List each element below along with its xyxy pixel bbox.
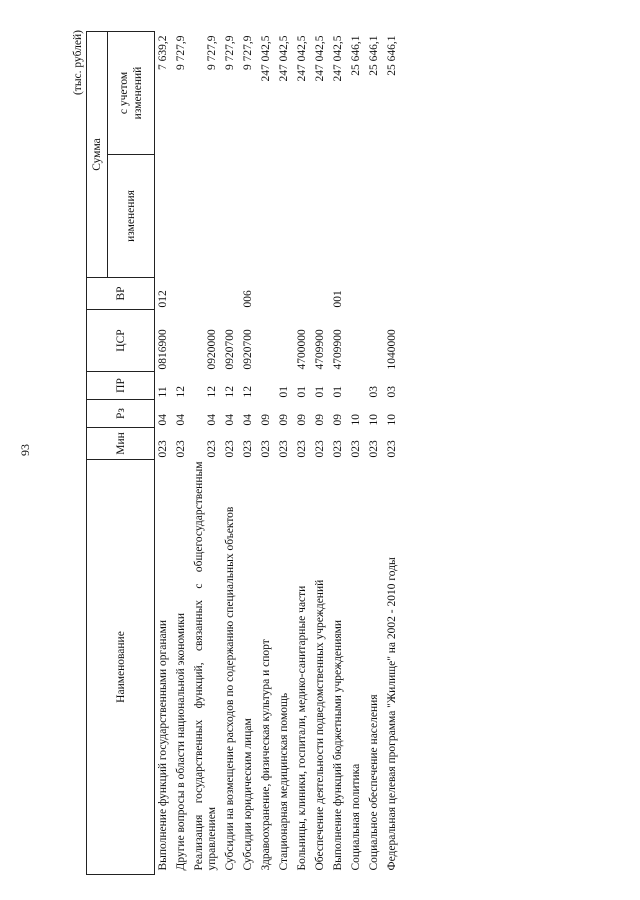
cell-change	[366, 155, 384, 278]
cell-vr	[312, 278, 330, 310]
cell-pr	[258, 372, 276, 400]
cell-total: 9 727,9	[206, 35, 218, 70]
cell-rz: 09	[278, 414, 290, 426]
cell-min: 023	[332, 440, 344, 458]
cell-min: 023	[278, 440, 290, 458]
cell-min: 023	[157, 440, 169, 458]
cell-rz: 04	[206, 414, 218, 426]
cell-total: 247 042,5	[296, 35, 308, 82]
table-row	[276, 32, 294, 875]
cell-name: Выполнение функций бюджетными учреждениями	[332, 619, 344, 871]
table-row	[191, 32, 222, 875]
cell-pr: 03	[386, 386, 398, 398]
cell-total: 25 646,1	[386, 35, 398, 76]
cell-csr	[276, 310, 294, 372]
cell-csr: 0920000	[206, 329, 218, 370]
cell-total: 9 727,9	[224, 35, 236, 70]
header-min: Мин	[87, 428, 155, 460]
cell-change	[258, 155, 276, 278]
cell-name: Субсидии юридическим лицам	[242, 718, 254, 871]
header-summa: Сумма	[87, 32, 108, 278]
cell-total: 9 727,9	[242, 35, 254, 70]
cell-total: 25 646,1	[350, 35, 362, 76]
cell-name: Обеспечение деятельности подведомственных учреждений	[314, 579, 326, 871]
cell-name: Социальное обеспечение населения	[368, 694, 380, 871]
cell-rz: 04	[242, 414, 254, 426]
table-row	[312, 32, 330, 875]
cell-change	[222, 155, 240, 278]
table-header-row	[87, 32, 108, 875]
cell-csr	[366, 310, 384, 372]
cell-min: 023	[260, 440, 272, 458]
header-csr: ЦСР	[87, 310, 155, 372]
cell-rz: 09	[314, 414, 326, 426]
cell-total: 247 042,5	[314, 35, 326, 82]
cell-vr	[384, 278, 402, 310]
cell-min: 023	[350, 440, 362, 458]
cell-csr: 4709900	[314, 329, 326, 370]
cell-pr: 12	[224, 386, 236, 398]
cell-vr	[276, 278, 294, 310]
cell-vr	[366, 278, 384, 310]
cell-change	[173, 155, 191, 278]
cell-total: 247 042,5	[278, 35, 290, 82]
cell-vr	[222, 278, 240, 310]
table-row	[366, 32, 384, 875]
budget-table	[86, 31, 402, 875]
table-row	[240, 32, 258, 875]
cell-min: 023	[314, 440, 326, 458]
cell-pr: 11	[157, 386, 169, 398]
cell-total: 7 639,2	[157, 35, 169, 70]
units-note: (тыс. рублей)	[72, 30, 84, 96]
cell-change	[348, 155, 366, 278]
page-number: 93	[18, 444, 32, 456]
cell-rz: 04	[157, 414, 169, 426]
cell-rz: 09	[260, 414, 272, 426]
header-pr: ПР	[87, 372, 155, 400]
cell-csr: 0920700	[242, 329, 254, 370]
cell-name: Субсидии на возмещение расходов по содержанию специальных объектов	[224, 506, 236, 871]
table-row	[155, 32, 174, 875]
cell-name: Социальная политика	[350, 763, 362, 871]
cell-rz: 10	[386, 414, 398, 426]
cell-min: 023	[242, 440, 254, 458]
cell-pr: 01	[296, 386, 308, 398]
cell-name: Больницы, клиники, госпитали, медико-санитарные части	[296, 585, 308, 871]
cell-pr	[348, 372, 366, 400]
cell-vr: 001	[332, 290, 344, 308]
cell-change	[330, 155, 348, 278]
cell-csr: 4700000	[296, 329, 308, 370]
cell-min: 023	[175, 440, 187, 458]
cell-total: 247 042,5	[332, 35, 344, 82]
cell-vr	[191, 278, 222, 310]
cell-total: 9 727,9	[175, 35, 187, 70]
header-with-changes-line1: с учетом	[118, 71, 130, 115]
cell-change	[312, 155, 330, 278]
cell-csr: 0816900	[157, 329, 169, 370]
cell-pr: 01	[314, 386, 326, 398]
cell-pr: 12	[175, 386, 187, 398]
cell-change	[191, 155, 222, 278]
cell-pr: 01	[332, 386, 344, 398]
cell-vr: 012	[157, 290, 169, 308]
cell-rz: 10	[350, 414, 362, 426]
cell-min: 023	[368, 440, 380, 458]
cell-min: 023	[386, 440, 398, 458]
table-row	[384, 32, 402, 875]
cell-total: 25 646,1	[368, 35, 380, 76]
cell-csr	[348, 310, 366, 372]
cell-csr: 0920700	[224, 329, 236, 370]
cell-change	[294, 155, 312, 278]
table-row	[258, 32, 276, 875]
cell-pr: 12	[242, 386, 254, 398]
cell-rz: 04	[224, 414, 236, 426]
cell-name: Выполнение функций государственными органами	[157, 619, 169, 871]
cell-min: 023	[206, 440, 218, 458]
cell-rz: 10	[368, 414, 380, 426]
table-row	[222, 32, 240, 875]
cell-pr: 03	[368, 386, 380, 398]
cell-change	[276, 155, 294, 278]
cell-csr: 4709900	[332, 329, 344, 370]
cell-rz: 09	[332, 414, 344, 426]
cell-change	[384, 155, 402, 278]
cell-rz: 09	[296, 414, 308, 426]
header-rz: Рз	[87, 400, 155, 428]
cell-vr: 006	[242, 290, 254, 308]
cell-vr	[173, 278, 191, 310]
cell-rz: 04	[175, 414, 187, 426]
cell-name: Реализация государственных функций, связанных с общегосударственным управлением	[193, 461, 218, 871]
header-with-changes-line2: изменений	[132, 66, 144, 120]
cell-change	[240, 155, 258, 278]
table-row	[173, 32, 191, 875]
header-name: Наименование	[87, 460, 155, 875]
cell-name: Федеральная целевая программа "Жилище" на 2002 - 2010 годы	[386, 557, 398, 871]
cell-change	[155, 155, 174, 278]
cell-name: Здравоохранение, физическая культура и спорт	[260, 639, 272, 871]
table-body	[155, 32, 403, 875]
cell-min: 023	[224, 440, 236, 458]
cell-csr	[173, 310, 191, 372]
cell-pr: 01	[278, 386, 290, 398]
cell-vr	[294, 278, 312, 310]
cell-csr	[258, 310, 276, 372]
cell-csr: 1040000	[386, 329, 398, 370]
cell-total: 247 042,5	[260, 35, 272, 82]
cell-min: 023	[296, 440, 308, 458]
header-changes: изменения	[108, 155, 155, 278]
header-with-changes	[108, 32, 155, 155]
table-row	[348, 32, 366, 875]
cell-name: Другие вопросы в области национальной экономики	[175, 612, 187, 871]
table-row	[294, 32, 312, 875]
cell-pr: 12	[206, 386, 218, 398]
table-row	[330, 32, 348, 875]
cell-vr	[258, 278, 276, 310]
cell-vr	[348, 278, 366, 310]
cell-name: Стационарная медицинская помощь	[278, 692, 290, 871]
header-vr: ВР	[87, 278, 155, 310]
